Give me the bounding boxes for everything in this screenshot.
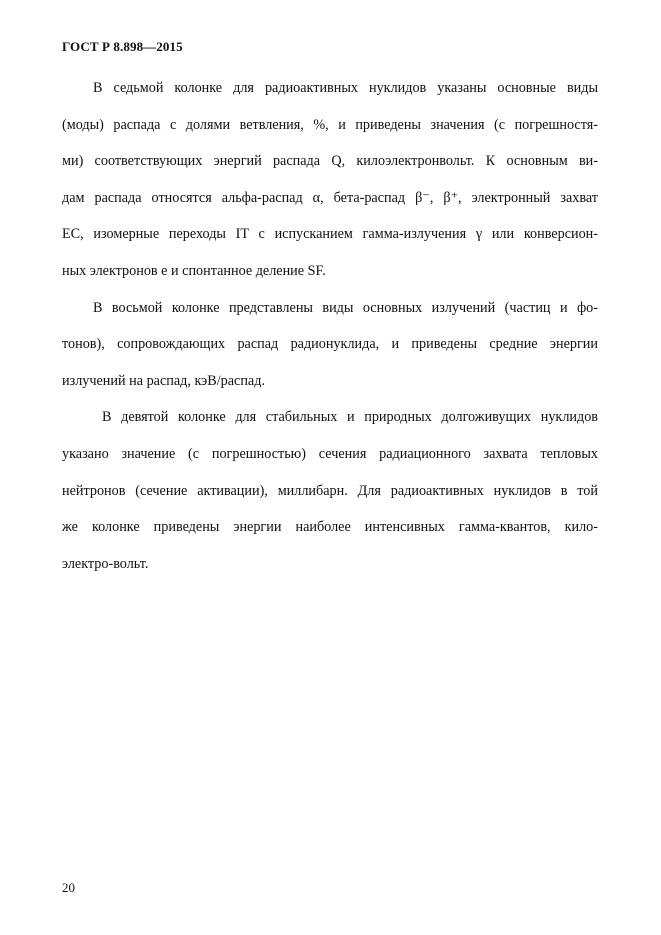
document-header: ГОСТ Р 8.898—2015 [62,39,183,54]
text-line: излучений на распад, кэВ/распад. [62,372,265,389]
document-body [62,70,598,582]
paragraph-cross-section [62,399,598,582]
text-line: ных электронов е и спонтанное деление SF. [62,262,326,279]
text-line: (моды) распада с долями ветвления, %, и приведены значения (с погрешностя- [62,116,598,133]
text-line: нейтронов (сечение активации), миллибарн. Для радиоактивных нуклидов в той [62,482,598,499]
page-number: 20 [62,880,75,895]
text-line: ЕС, изомерные переходы IT с испусканием гамма-излучения γ или конверсион- [62,226,598,243]
text-line: дам распада относятся альфа-распад α, бета-распад β⁻, β⁺, электронный захват [62,189,598,206]
text-line: В седьмой колонке для радиоактивных нуклидов указаны основные виды [93,80,598,96]
text-line: В восьмой колонке представлены виды основных излучений (частиц и фо- [93,299,598,316]
text-line: В девятой колонке для стабильных и природных долгоживущих нуклидов [102,409,598,426]
text-line: ми) соответствующих энергий распада Q, килоэлектронвольт. К основным ви- [62,153,598,170]
paragraph-emissions [62,290,598,400]
text-line: тонов), сопровождающих распад радионуклида, и приведены средние энергии [62,336,598,353]
text-line: указано значение (с погрешностью) сечения радиационного захвата тепловых [62,445,598,462]
text-line: же колонке приведены энергии наиболее интенсивных гамма-квантов, кило- [62,519,598,536]
paragraph-decay-modes [62,70,598,290]
text-line: электро-вольт. [62,555,149,572]
